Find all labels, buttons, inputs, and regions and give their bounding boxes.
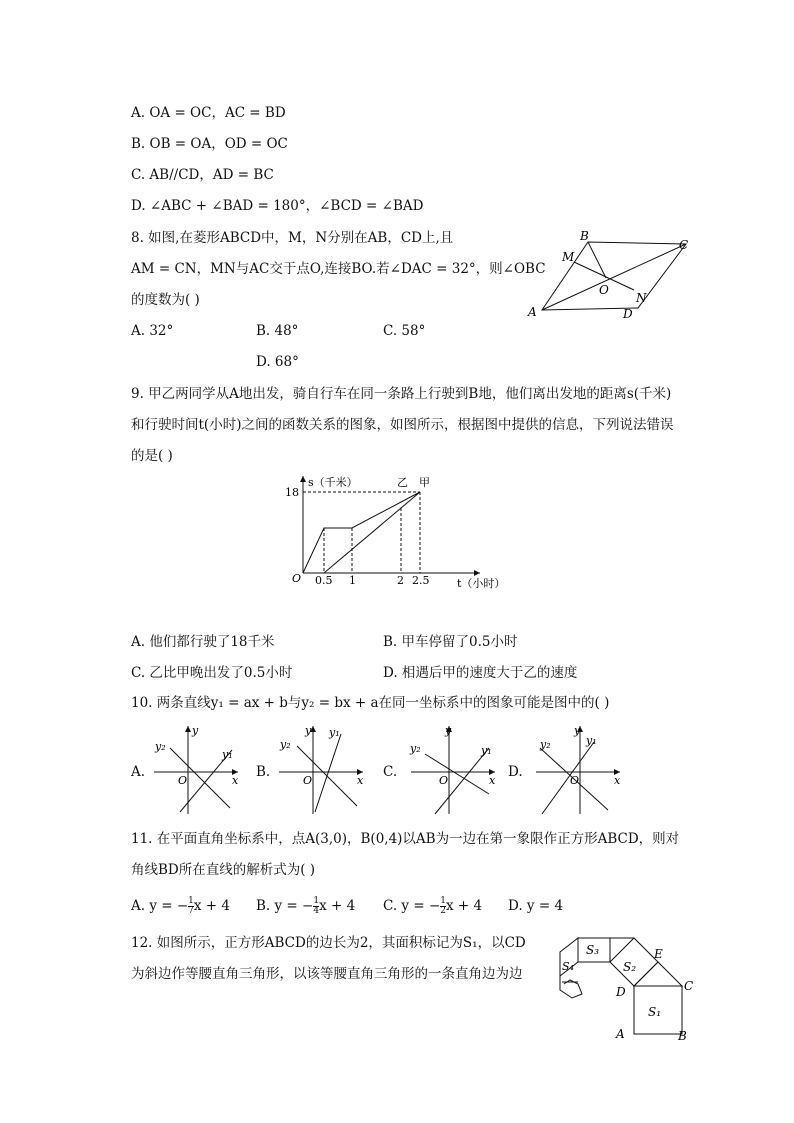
triangle-cde bbox=[634, 962, 682, 986]
q9-option-b: B. 甲车停留了0.5小时 bbox=[383, 634, 518, 650]
y2-label: y₂ bbox=[155, 740, 166, 753]
q9-text-line3: 的是( ) bbox=[131, 448, 173, 464]
q9-option-a: A. 他们都行驶了18千米 bbox=[131, 634, 275, 650]
x-axis-label: x bbox=[489, 774, 496, 787]
label-s2: S₂ bbox=[623, 960, 637, 974]
q7-option-a: A. OA = OC，AC = BD bbox=[131, 105, 286, 121]
origin-label: O bbox=[570, 774, 580, 787]
label-o: O bbox=[599, 283, 609, 297]
y-axis-label: y bbox=[574, 724, 581, 737]
q11-option-a-suffix: x + 4 bbox=[193, 898, 231, 914]
y-axis-label: y bbox=[192, 724, 199, 737]
label-n: N bbox=[636, 291, 647, 305]
q10-graph-d bbox=[530, 720, 630, 816]
x-tick-2: 2 bbox=[397, 574, 404, 587]
q9-option-c: C. 乙比甲晚出发了0.5小时 bbox=[131, 665, 293, 681]
label-d: D bbox=[616, 985, 626, 999]
y2-label: y₂ bbox=[280, 738, 291, 751]
q10-option-a-label: A. bbox=[131, 764, 146, 780]
x-tick-2-5: 2.5 bbox=[412, 574, 430, 587]
fraction-denominator: 7 bbox=[188, 906, 194, 916]
line-y1 bbox=[542, 742, 594, 814]
label-c: C bbox=[684, 979, 694, 993]
label-e: E bbox=[654, 947, 663, 961]
q8-option-d: D. 68° bbox=[256, 354, 299, 370]
y1-label: y₁ bbox=[586, 734, 597, 747]
q10-option-d-label: D. bbox=[508, 764, 523, 780]
q10-graph-c bbox=[405, 720, 505, 816]
q7-option-c: C. AB//CD，AD = BC bbox=[131, 167, 274, 183]
origin-label: O bbox=[292, 572, 302, 585]
label-s1: S₁ bbox=[648, 1005, 662, 1019]
q8-text-line1: 8. 如图,在菱形ABCD中，M，N分别在AB，CD上,且 bbox=[131, 230, 454, 246]
q8-text-line3: 的度数为( ) bbox=[131, 292, 200, 308]
q10-text-line1: 10. 两条直线y₁ = ax + b与y₂ = bx + a在同一坐标系中的图象可能是图中的( ) bbox=[131, 695, 610, 711]
label-s3: S₃ bbox=[586, 943, 600, 957]
q12-spiral-squares-figure bbox=[548, 934, 698, 1044]
label-b: B bbox=[580, 229, 589, 243]
q10-graph-b bbox=[275, 720, 375, 816]
q8-option-c: C. 58° bbox=[383, 323, 426, 339]
label-a: A bbox=[528, 305, 537, 319]
origin-label: O bbox=[178, 774, 188, 787]
q11-option-a-prefix: A. y = − bbox=[131, 898, 189, 914]
q12-text-line1: 12. 如图所示，正方形ABCD的边长为2，其面积标记为S₁，以CD bbox=[131, 935, 526, 951]
y-axis-label: y bbox=[305, 724, 312, 737]
label-c: C bbox=[679, 238, 689, 252]
q8-option-b: B. 48° bbox=[256, 323, 299, 339]
y-axis-label: y bbox=[445, 724, 452, 737]
q11-option-b-prefix: B. y = − bbox=[256, 898, 314, 914]
q9-option-d: D. 相遇后甲的速度大于乙的速度 bbox=[383, 665, 578, 681]
q11-option-c-prefix: C. y = − bbox=[383, 898, 441, 914]
t-axis-label: t（小时） bbox=[457, 577, 506, 590]
label-d: D bbox=[623, 307, 633, 321]
q11-option-a bbox=[131, 896, 230, 916]
y2-label: y₂ bbox=[540, 738, 551, 751]
guide-lines bbox=[303, 492, 420, 573]
line-yi bbox=[324, 492, 420, 573]
q8-option-a: A. 32° bbox=[131, 323, 174, 339]
q8-rhombus-figure bbox=[522, 228, 702, 324]
s-axis-label: s（千米） bbox=[308, 476, 358, 489]
fraction-denominator: 4 bbox=[313, 906, 320, 916]
q8-text-line2: AM = CN，MN与AC交于点O,连接BO.若∠DAC = 32°，则∠OBC bbox=[131, 261, 546, 277]
label-s4: S₄ bbox=[562, 960, 574, 973]
origin-label: O bbox=[303, 774, 313, 787]
q11-option-c bbox=[383, 896, 482, 916]
origin-label: O bbox=[439, 774, 449, 787]
q11-option-d: D. y = 4 bbox=[508, 898, 564, 914]
q11-option-c-suffix: x + 4 bbox=[446, 898, 483, 914]
fraction-numerator: 1 bbox=[188, 896, 194, 906]
fraction-denominator: 2 bbox=[440, 906, 446, 916]
q11-text-line1: 11. 在平面直角坐标系中，点A(3,0)，B(0,4)以AB为一边在第一象限作正方形ABCD，则对 bbox=[131, 831, 680, 847]
q10-option-c-label: C. bbox=[383, 764, 398, 780]
q12-text-line2: 为斜边作等腰直角三角形，以该等腰直角三角形的一条直角边为边 bbox=[131, 966, 523, 982]
q11-text-line2: 角线BD所在直线的解析式为( ) bbox=[131, 862, 316, 878]
label-b: B bbox=[678, 1029, 687, 1043]
q9-text-line1: 9. 甲乙两同学从A地出发，骑自行车在同一条路上行驶到B地，他们离出发地的距离s(千米) bbox=[131, 386, 672, 402]
y1-label: y₁ bbox=[481, 744, 492, 757]
q10-option-b-label: B. bbox=[256, 764, 271, 780]
q11-option-b-suffix: x + 4 bbox=[319, 898, 356, 914]
y2-label: y₂ bbox=[410, 742, 421, 755]
label-m: M bbox=[562, 250, 575, 264]
x-tick-1: 1 bbox=[349, 574, 356, 587]
label-yi: 乙 bbox=[397, 476, 408, 489]
y1-label: y₁ bbox=[222, 748, 233, 761]
q9-text-line2: 和行驶时间t(小时)之间的函数关系的图象，如图所示，根据图中提供的信息，下列说法错误 bbox=[131, 417, 674, 433]
fraction-numerator: 1 bbox=[440, 896, 446, 906]
x-tick-0-5: 0.5 bbox=[315, 574, 333, 587]
line-y1 bbox=[315, 734, 341, 812]
line-jia bbox=[303, 492, 420, 573]
q7-option-d: D. ∠ABC + ∠BAD = 180°，∠BCD = ∠BAD bbox=[131, 198, 424, 214]
label-jia: 甲 bbox=[419, 476, 430, 489]
q11-option-b bbox=[256, 896, 355, 916]
y-tick-18: 18 bbox=[285, 486, 299, 499]
y1-label: y₁ bbox=[329, 726, 340, 739]
fraction-numerator: 1 bbox=[313, 896, 320, 906]
q7-option-b: B. OB = OA，OD = OC bbox=[131, 136, 288, 152]
label-a: A bbox=[616, 1027, 625, 1041]
x-axis-label: x bbox=[614, 774, 621, 787]
q10-graph-a bbox=[150, 720, 250, 816]
x-axis-label: x bbox=[232, 774, 239, 787]
x-axis-label: x bbox=[357, 774, 364, 787]
q9-distance-time-graph bbox=[280, 470, 520, 592]
